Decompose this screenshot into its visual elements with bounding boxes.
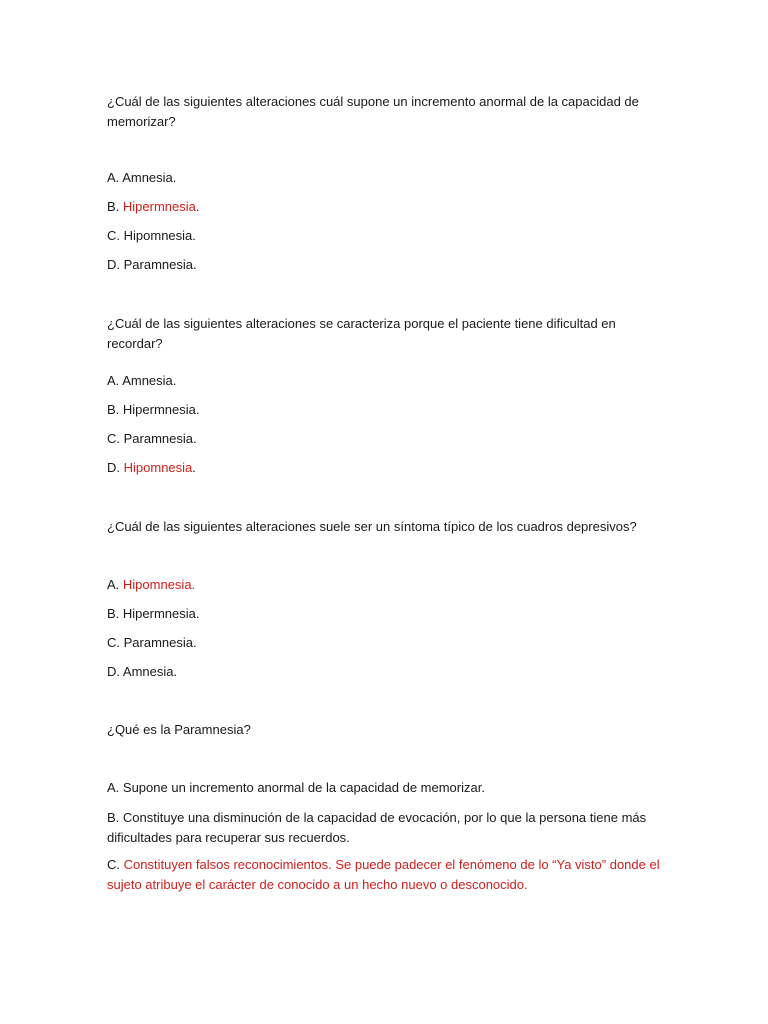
option-text: Supone un incremento anormal de la capacidad de memorizar. (122, 780, 485, 795)
option-text: Paramnesia. (123, 431, 197, 446)
option-prefix: A. (107, 577, 123, 592)
question-3-option-b (107, 604, 667, 624)
question-4-option-b (107, 808, 667, 848)
option-prefix: A. (107, 170, 123, 185)
question-4-text: ¿Qué es la Paramnesia? (107, 722, 251, 737)
option-prefix: A. (107, 780, 123, 795)
option-prefix: D. (107, 664, 123, 679)
option-text: Hipermnesia. (122, 402, 200, 417)
question-1-option-c (107, 226, 667, 246)
option-prefix: C. (107, 228, 124, 243)
question-2-option-c (107, 429, 667, 449)
question-4-option-c (107, 855, 667, 895)
option-prefix: C. (107, 431, 124, 446)
question-1-option-d (107, 255, 667, 275)
correct-answer: Hipomnesia. (122, 577, 196, 592)
correct-answer: Hipomnesia (123, 460, 193, 475)
option-prefix: B. (107, 606, 123, 621)
option-text: Constituye una disminución de la capacidad de evocación, por lo que la persona tiene más dificultades para recuperar sus recuerdos. (107, 810, 647, 845)
option-prefix: C. (107, 635, 124, 650)
option-text: Amnesia. (122, 170, 177, 185)
question-3-option-c (107, 633, 667, 653)
question-1-option-a (107, 168, 667, 188)
option-suffix: . (192, 460, 196, 475)
question-3-text: ¿Cuál de las siguientes alteraciones suele ser un síntoma típico de los cuadros depresivos? (107, 519, 637, 534)
option-prefix: B. (107, 810, 123, 825)
option-prefix: A. (107, 373, 123, 388)
correct-answer: Constituyen falsos reconocimientos. Se puede padecer el fenómeno de lo “Ya visto” donde el sujeto atribuye el carácter de conocido a un hecho nuevo o desconocido. (107, 857, 660, 892)
option-prefix: D. (107, 257, 124, 272)
option-text: Paramnesia. (123, 257, 197, 272)
option-prefix: B. (107, 199, 123, 214)
question-3-option-d (107, 662, 667, 682)
question-4-option-a (107, 778, 667, 798)
option-text: Amnesia. (122, 373, 177, 388)
question-3-option-a (107, 575, 667, 595)
option-text: Amnesia. (122, 664, 178, 679)
question-2-text: ¿Cuál de las siguientes alteraciones se caracteriza porque el paciente tiene dificultad en recordar? (107, 316, 616, 351)
option-prefix: D. (107, 460, 124, 475)
option-text: Hipomnesia. (123, 228, 196, 243)
correct-answer: Hipermnesia (122, 199, 196, 214)
option-prefix: C. (107, 857, 124, 872)
option-prefix: B. (107, 402, 123, 417)
option-text: Paramnesia. (123, 635, 197, 650)
option-suffix: . (195, 199, 200, 214)
question-2-option-d (107, 458, 667, 478)
question-1-text: ¿Cuál de las siguientes alteraciones cuál supone un incremento anormal de la capacidad de memorizar? (107, 94, 639, 129)
question-2-option-a (107, 371, 667, 391)
option-text: Hipermnesia. (122, 606, 200, 621)
question-1-option-b (107, 197, 667, 217)
question-2-option-b (107, 400, 667, 420)
